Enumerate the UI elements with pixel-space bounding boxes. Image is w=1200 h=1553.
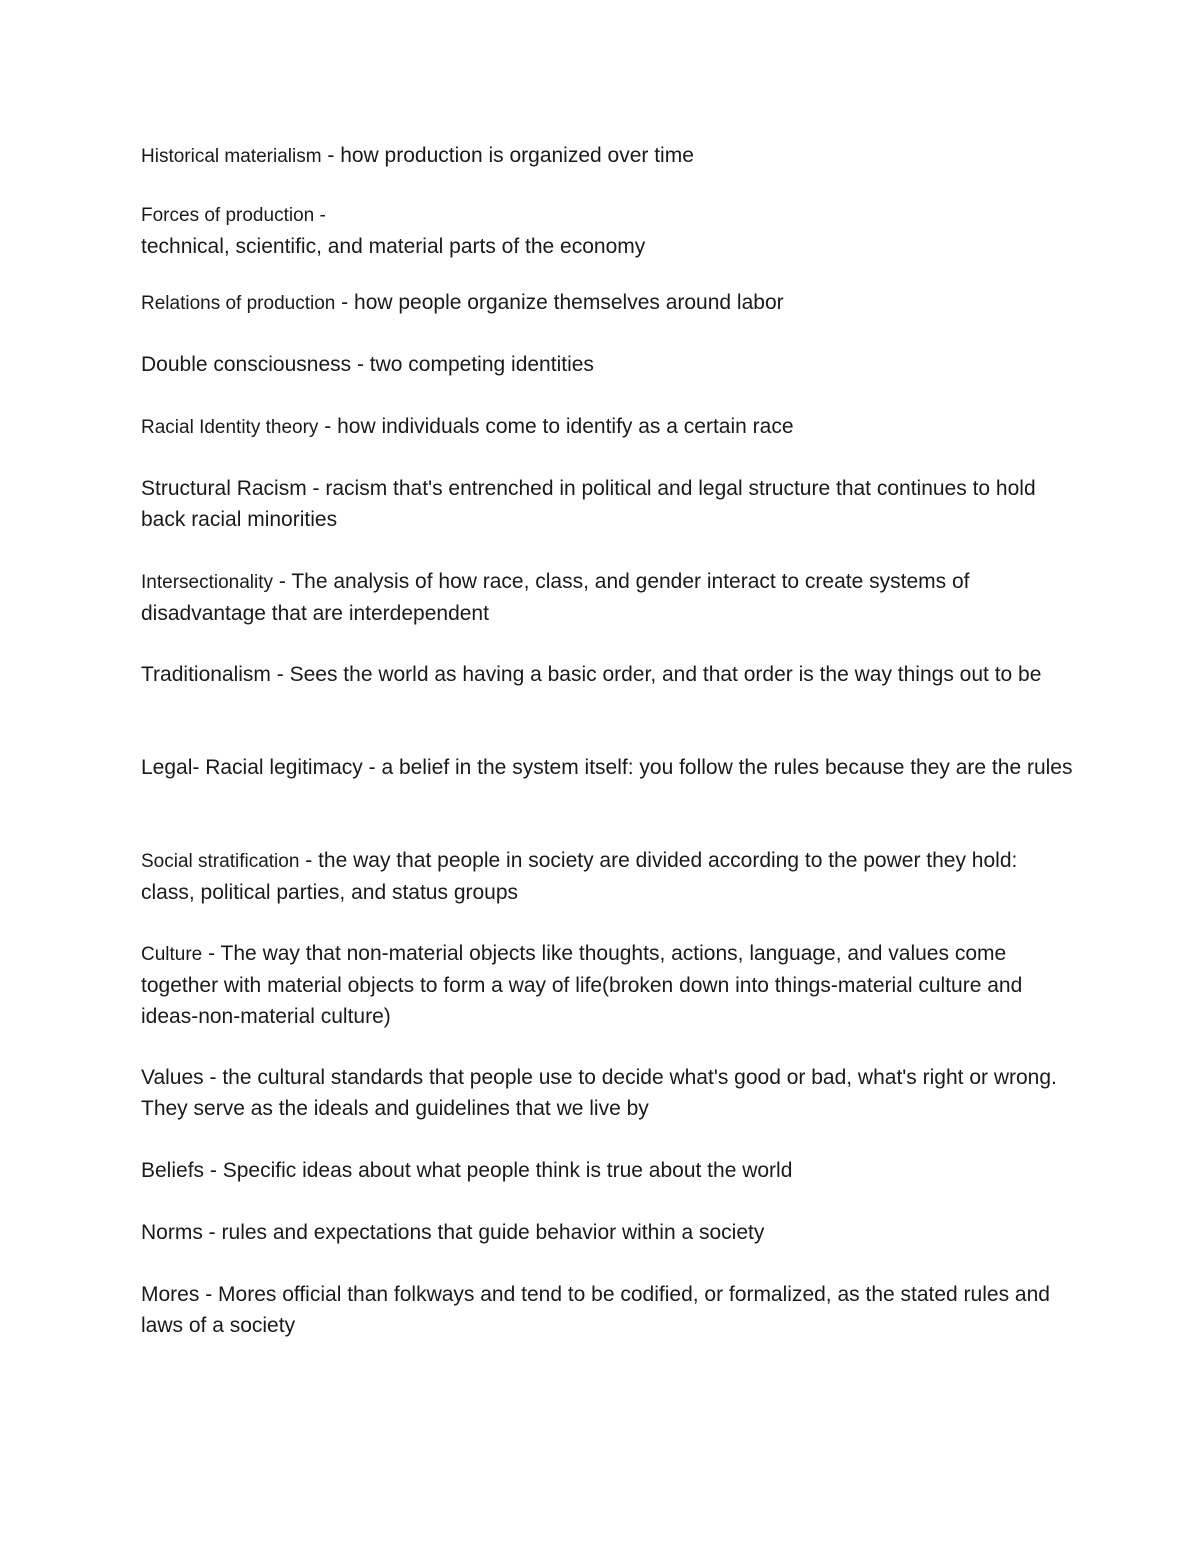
term: Beliefs [141,1159,205,1182]
definition: two competing identities [369,353,594,376]
term: Norms [141,1221,203,1244]
entry-racial-identity-theory [141,411,1076,443]
definition: Specific ideas about what people think is true about the world [222,1159,793,1182]
term: Double consciousness [141,353,352,376]
entry-structural-racism [141,473,1076,535]
term: Historical materialism [141,146,322,167]
separator: - [204,1159,223,1182]
definition: Mores official than folkways and tend to be codified, or formalized, as the stated rules and laws of a society [141,1283,1050,1337]
entry-traditionalism [141,659,1076,690]
entry-historical-materialism [141,140,1076,172]
definition: how individuals come to identify as a certain race [337,415,794,438]
separator: - [202,1221,222,1244]
separator: - [318,415,338,438]
entry-social-stratification [141,845,1076,908]
separator: - [273,570,292,593]
entry-mores [141,1279,1076,1341]
term: Values [141,1066,204,1089]
term: Social stratification [141,851,300,872]
separator: - [351,353,370,376]
separator: - [335,291,355,314]
term: Mores [141,1283,200,1306]
separator: - [270,663,290,686]
entry-relations-of-production [141,287,1076,319]
entry-double-consciousness [141,349,1076,380]
term: Forces of production [141,205,315,226]
separator: - [202,942,221,965]
term: Racial Identity theory [141,417,319,438]
separator: - [299,849,319,872]
term: Culture [141,944,203,965]
definition: rules and expectations that guide behavior within a society [221,1221,765,1244]
entry-norms [141,1217,1076,1248]
entry-intersectionality [141,566,1076,629]
separator: - [321,144,341,167]
separator: - [199,1283,219,1306]
term: Legal- Racial legitimacy [141,756,363,779]
definition: how production is organized over time [340,144,694,167]
term: Relations of production [141,293,336,314]
separator: - [306,477,326,500]
term: Structural Racism [141,477,307,500]
definition: racism that's entrenched in political and legal structure that continues to hold back racial minorities [141,477,1036,531]
definition: the cultural standards that people use to decide what's good or bad, what's right or wrong. They serve as the ideals and guidelines that we live by [141,1066,1057,1120]
entry-culture [141,938,1076,1032]
definition: a belief in the system itself: you follow the rules because they are the rules [381,756,1073,779]
definition: Sees the world as having a basic order, and that order is the way things out to be [289,663,1042,686]
definition: The way that non-material objects like thoughts, actions, language, and values come together with material objects to form a way of life(broken down into things-material culture and ideas-non-material culture) [141,942,1023,1028]
separator: - [203,1066,223,1089]
definition: The analysis of how race, class, and gender interact to create systems of disadvantage that are interdependent [141,570,970,625]
separator: - [314,205,326,226]
entry-beliefs [141,1155,1076,1186]
entry-legal-racial-legitimacy [141,752,1076,783]
entry-forces-of-production [141,199,1076,262]
definition: how people organize themselves around labor [354,291,784,314]
entry-values [141,1062,1076,1124]
term: Intersectionality [141,572,274,593]
term: Traditionalism [141,663,271,686]
definition: the way that people in society are divided according to the power they hold: class, political parties, and status groups [141,849,1018,904]
definition: technical, scientific, and material parts of the economy [141,235,646,258]
separator: - [362,756,382,779]
